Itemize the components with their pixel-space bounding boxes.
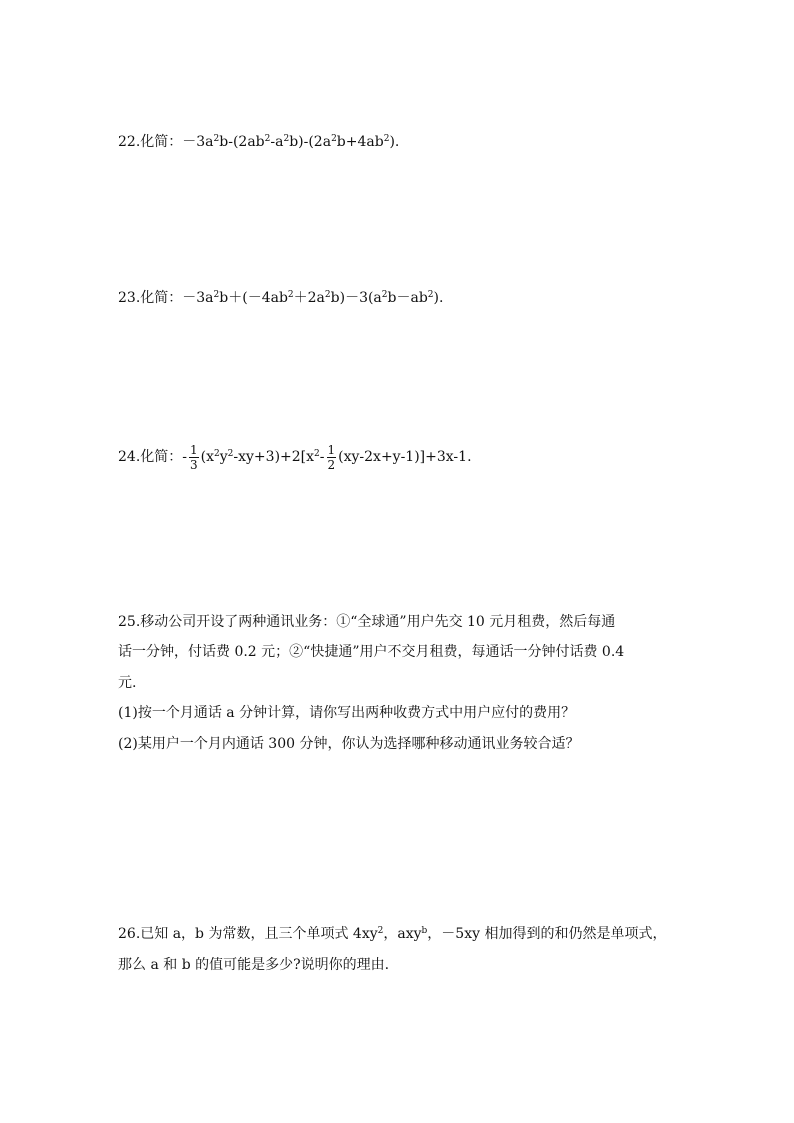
q22-expr: $-3a^2b-(2ab^2-a^2b)-(2a^2b+4ab^2)$. [182, 134, 400, 150]
q25-subquestion-2: (2)某用户一个月内通话 300 分钟，你认为选择哪种移动通讯业务较合适？ [118, 736, 580, 752]
q26-line-2: 那么 a 和 b 的值可能是多少?说明你的理由. [118, 957, 390, 973]
fraction-one-third: $\frac{1}{3}$ [190, 442, 198, 472]
fraction-one-half: $\frac{1}{2}$ [327, 442, 336, 472]
q24-label: 24.化简： [118, 449, 183, 465]
q24-expr: - $\frac{1}{3}$ $(x^2y^2-xy+3)+2[x^2-$ $\frac{1}{2}$ (xy-2x+y-1)]+3x-1. [182, 442, 472, 472]
question-22 [118, 132, 399, 152]
question-24 [118, 437, 472, 477]
question-23 [118, 288, 443, 308]
q23-label: 23.化简： [118, 290, 183, 306]
q23-expr: $-3a^2b+(-4ab^2+2a^2b)-3(a^2b-ab^2)$. [182, 290, 444, 306]
q25-line-1: 25.移动公司开设了两种通讯业务：①“全球通”用户先交 10 元月租费，然后每通 [118, 614, 616, 630]
q25-line-3: 元. [118, 675, 137, 691]
q26-line-1: 26.已知 a，b 为常数，且三个单项式 $4xy^2$，axy$^b$，－5xy 相加得到的和仍然是单项式， [118, 926, 667, 942]
q22-label: 22.化简： [118, 134, 183, 150]
q25-subquestion-1: (1)按一个月通话 a 分钟计算，请你写出两种收费方式中用户应付的费用？ [118, 705, 576, 721]
q25-line-2: 话一分钟，付话费 0.2 元；②“快捷通”用户不交月租费，每通话一分钟付话费 0.4 [118, 644, 625, 660]
